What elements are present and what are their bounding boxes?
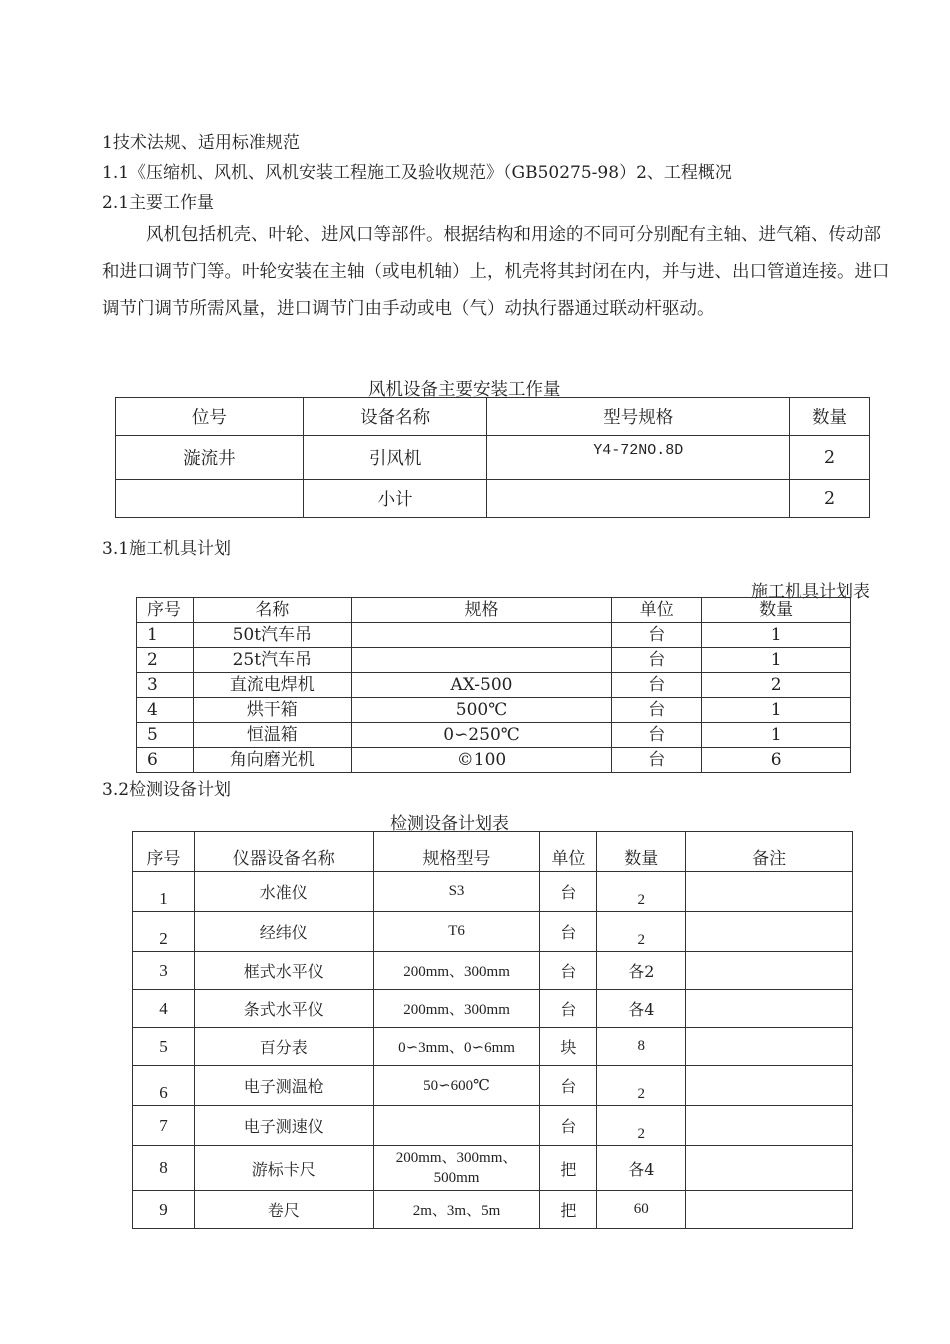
header-cell: 仪器设备名称 — [194, 832, 373, 872]
table-cell: 2 — [597, 1106, 686, 1146]
table-row — [133, 1028, 853, 1066]
table-cell: 5 — [133, 1028, 195, 1066]
table-cell: 台 — [540, 990, 597, 1028]
table-cell: 恒温箱 — [193, 723, 351, 748]
table-cell: 烘干箱 — [193, 698, 351, 723]
table-cell: 引风机 — [303, 436, 487, 480]
table-cell: 6 — [702, 748, 851, 773]
construction-machinery-table — [136, 597, 851, 773]
table-row — [133, 1106, 853, 1146]
table-cell: 5 — [137, 723, 194, 748]
heading-2-1: 2.1主要工作量 — [102, 193, 215, 213]
table-cell: 水准仪 — [194, 872, 373, 912]
heading-3-1: 3.1施工机具计划 — [102, 539, 232, 559]
header-cell: 备注 — [686, 832, 853, 872]
table-cell: 台 — [540, 952, 597, 990]
table-header-row — [137, 598, 851, 623]
table-cell: 2 — [597, 872, 686, 912]
table-cell: 60 — [597, 1191, 686, 1229]
header-cell: 序号 — [133, 832, 195, 872]
table-cell: 50∽600℃ — [373, 1066, 540, 1106]
header-cell: 设备名称 — [303, 398, 487, 436]
inspection-equipment-table — [132, 831, 853, 1229]
table-cell — [686, 952, 853, 990]
header-cell: 数量 — [790, 398, 870, 436]
table-row — [133, 1191, 853, 1229]
table-cell: 台 — [612, 648, 702, 673]
table-row — [116, 436, 870, 480]
header-cell: 规格型号 — [373, 832, 540, 872]
table-cell — [686, 1146, 853, 1191]
table-cell: 2m、3m、5m — [373, 1191, 540, 1229]
table-row — [137, 748, 851, 773]
table-row — [137, 673, 851, 698]
table-cell — [351, 648, 612, 673]
table-row — [116, 480, 870, 518]
table-row — [133, 1146, 853, 1191]
table-row — [133, 872, 853, 912]
table-cell: 百分表 — [194, 1028, 373, 1066]
table-cell: 电子测温枪 — [194, 1066, 373, 1106]
table-cell: 台 — [612, 673, 702, 698]
table-cell: 50t汽车吊 — [193, 623, 351, 648]
table-row — [137, 723, 851, 748]
table-cell: 2 — [133, 912, 195, 952]
heading-1-1: 1.1《压缩机、风机、风机安装工程施工及验收规范》（GB50275-98）2、工程概况 — [102, 163, 732, 183]
table-cell: 卷尺 — [194, 1191, 373, 1229]
table-cell — [686, 990, 853, 1028]
table-cell: 6 — [133, 1066, 195, 1106]
table-cell — [373, 1106, 540, 1146]
header-cell: 型号规格 — [487, 398, 790, 436]
table-header-row — [133, 832, 853, 872]
table-cell: 各2 — [597, 952, 686, 990]
table-cell: 台 — [612, 698, 702, 723]
table-cell: 2 — [702, 673, 851, 698]
table-cell: 1 — [702, 698, 851, 723]
table-cell: 台 — [612, 623, 702, 648]
table-cell: 角向磨光机 — [193, 748, 351, 773]
header-cell: 规格 — [351, 598, 612, 623]
table-cell: 2 — [137, 648, 194, 673]
table-cell — [686, 912, 853, 952]
table-row — [133, 952, 853, 990]
table-cell: 块 — [540, 1028, 597, 1066]
table-cell: 9 — [133, 1191, 195, 1229]
header-cell: 数量 — [702, 598, 851, 623]
heading-3-2: 3.2检测设备计划 — [102, 780, 232, 800]
table-cell: 1 — [702, 648, 851, 673]
table-cell: AX-500 — [351, 673, 612, 698]
header-cell: 名称 — [193, 598, 351, 623]
table-cell: 3 — [137, 673, 194, 698]
header-cell: 单位 — [540, 832, 597, 872]
table-cell — [116, 480, 304, 518]
table-cell: 0∽250℃ — [351, 723, 612, 748]
table-cell: 8 — [133, 1146, 195, 1191]
table-cell — [686, 872, 853, 912]
header-cell: 序号 — [137, 598, 194, 623]
table-cell: 6 — [137, 748, 194, 773]
table-cell: 1 — [133, 872, 195, 912]
header-cell: 单位 — [612, 598, 702, 623]
table-cell — [351, 623, 612, 648]
header-cell: 数量 — [597, 832, 686, 872]
table-cell: 台 — [540, 872, 597, 912]
table2-caption: 施工机具计划表 — [751, 582, 870, 602]
table-row — [137, 623, 851, 648]
table-cell — [686, 1106, 853, 1146]
table-cell: 直流电焊机 — [193, 673, 351, 698]
table-cell: 游标卡尺 — [194, 1146, 373, 1191]
table-cell: S3 — [373, 872, 540, 912]
table-cell: 2 — [597, 912, 686, 952]
table-row — [137, 648, 851, 673]
table-cell: 25t汽车吊 — [193, 648, 351, 673]
table-cell: 台 — [540, 1106, 597, 1146]
table-cell: 200mm、300mm — [373, 990, 540, 1028]
table-header-row — [116, 398, 870, 436]
heading-1: 1技术法规、适用标准规范 — [102, 133, 300, 153]
table-cell: 把 — [540, 1191, 597, 1229]
table-cell: 500℃ — [351, 698, 612, 723]
table-cell: 把 — [540, 1146, 597, 1191]
table-cell — [686, 1191, 853, 1229]
fan-equipment-table — [115, 397, 870, 518]
table-cell: 2 — [790, 436, 870, 480]
table-cell: 电子测速仪 — [194, 1106, 373, 1146]
table-cell: 台 — [612, 723, 702, 748]
overview-paragraph: 风机包括机壳、叶轮、进风口等部件。根据结构和用途的不同可分别配有主轴、进气箱、传动部和进口调节门等。叶轮安装在主轴（或电机轴）上，机壳将其封闭在内，并与进、出口管道连接。进口调节门调节所需风量，进口调节门由手动或电（气）动执行器通过联动杆驱动。 — [102, 225, 890, 319]
table-cell: 台 — [612, 748, 702, 773]
table-cell: 200mm、300mm — [373, 952, 540, 990]
table-cell: 台 — [540, 912, 597, 952]
table-cell: 经纬仪 — [194, 912, 373, 952]
table-cell: Y4-72NO.8D — [487, 436, 790, 480]
header-cell: 位号 — [116, 398, 304, 436]
table-cell: T6 — [373, 912, 540, 952]
table1-caption: 风机设备主要安装工作量 — [368, 380, 561, 400]
table-row — [133, 912, 853, 952]
table-cell — [487, 480, 790, 518]
table-cell: 框式水平仪 — [194, 952, 373, 990]
table-cell: 3 — [133, 952, 195, 990]
table-cell — [686, 1028, 853, 1066]
table-cell: 各4 — [597, 990, 686, 1028]
table-cell: 小计 — [303, 480, 487, 518]
table-row — [133, 1066, 853, 1106]
table-cell: 2 — [790, 480, 870, 518]
table-row — [137, 698, 851, 723]
table-cell: 条式水平仪 — [194, 990, 373, 1028]
table-cell: 2 — [597, 1066, 686, 1106]
table-cell — [686, 1066, 853, 1106]
table-cell: 漩流井 — [116, 436, 304, 480]
table-cell: ©100 — [351, 748, 612, 773]
table-cell: 4 — [133, 990, 195, 1028]
table-cell: 1 — [702, 623, 851, 648]
table-cell: 8 — [597, 1028, 686, 1066]
table-cell: 0∽3mm、0∽6mm — [373, 1028, 540, 1066]
table-row — [133, 990, 853, 1028]
table-cell: 4 — [137, 698, 194, 723]
table-cell: 200mm、300mm、500mm — [373, 1146, 540, 1191]
table-cell: 台 — [540, 1066, 597, 1106]
table-cell: 1 — [702, 723, 851, 748]
table-cell: 7 — [133, 1106, 195, 1146]
table-cell: 各4 — [597, 1146, 686, 1191]
table-cell: 1 — [137, 623, 194, 648]
table3-caption: 检测设备计划表 — [390, 814, 509, 834]
